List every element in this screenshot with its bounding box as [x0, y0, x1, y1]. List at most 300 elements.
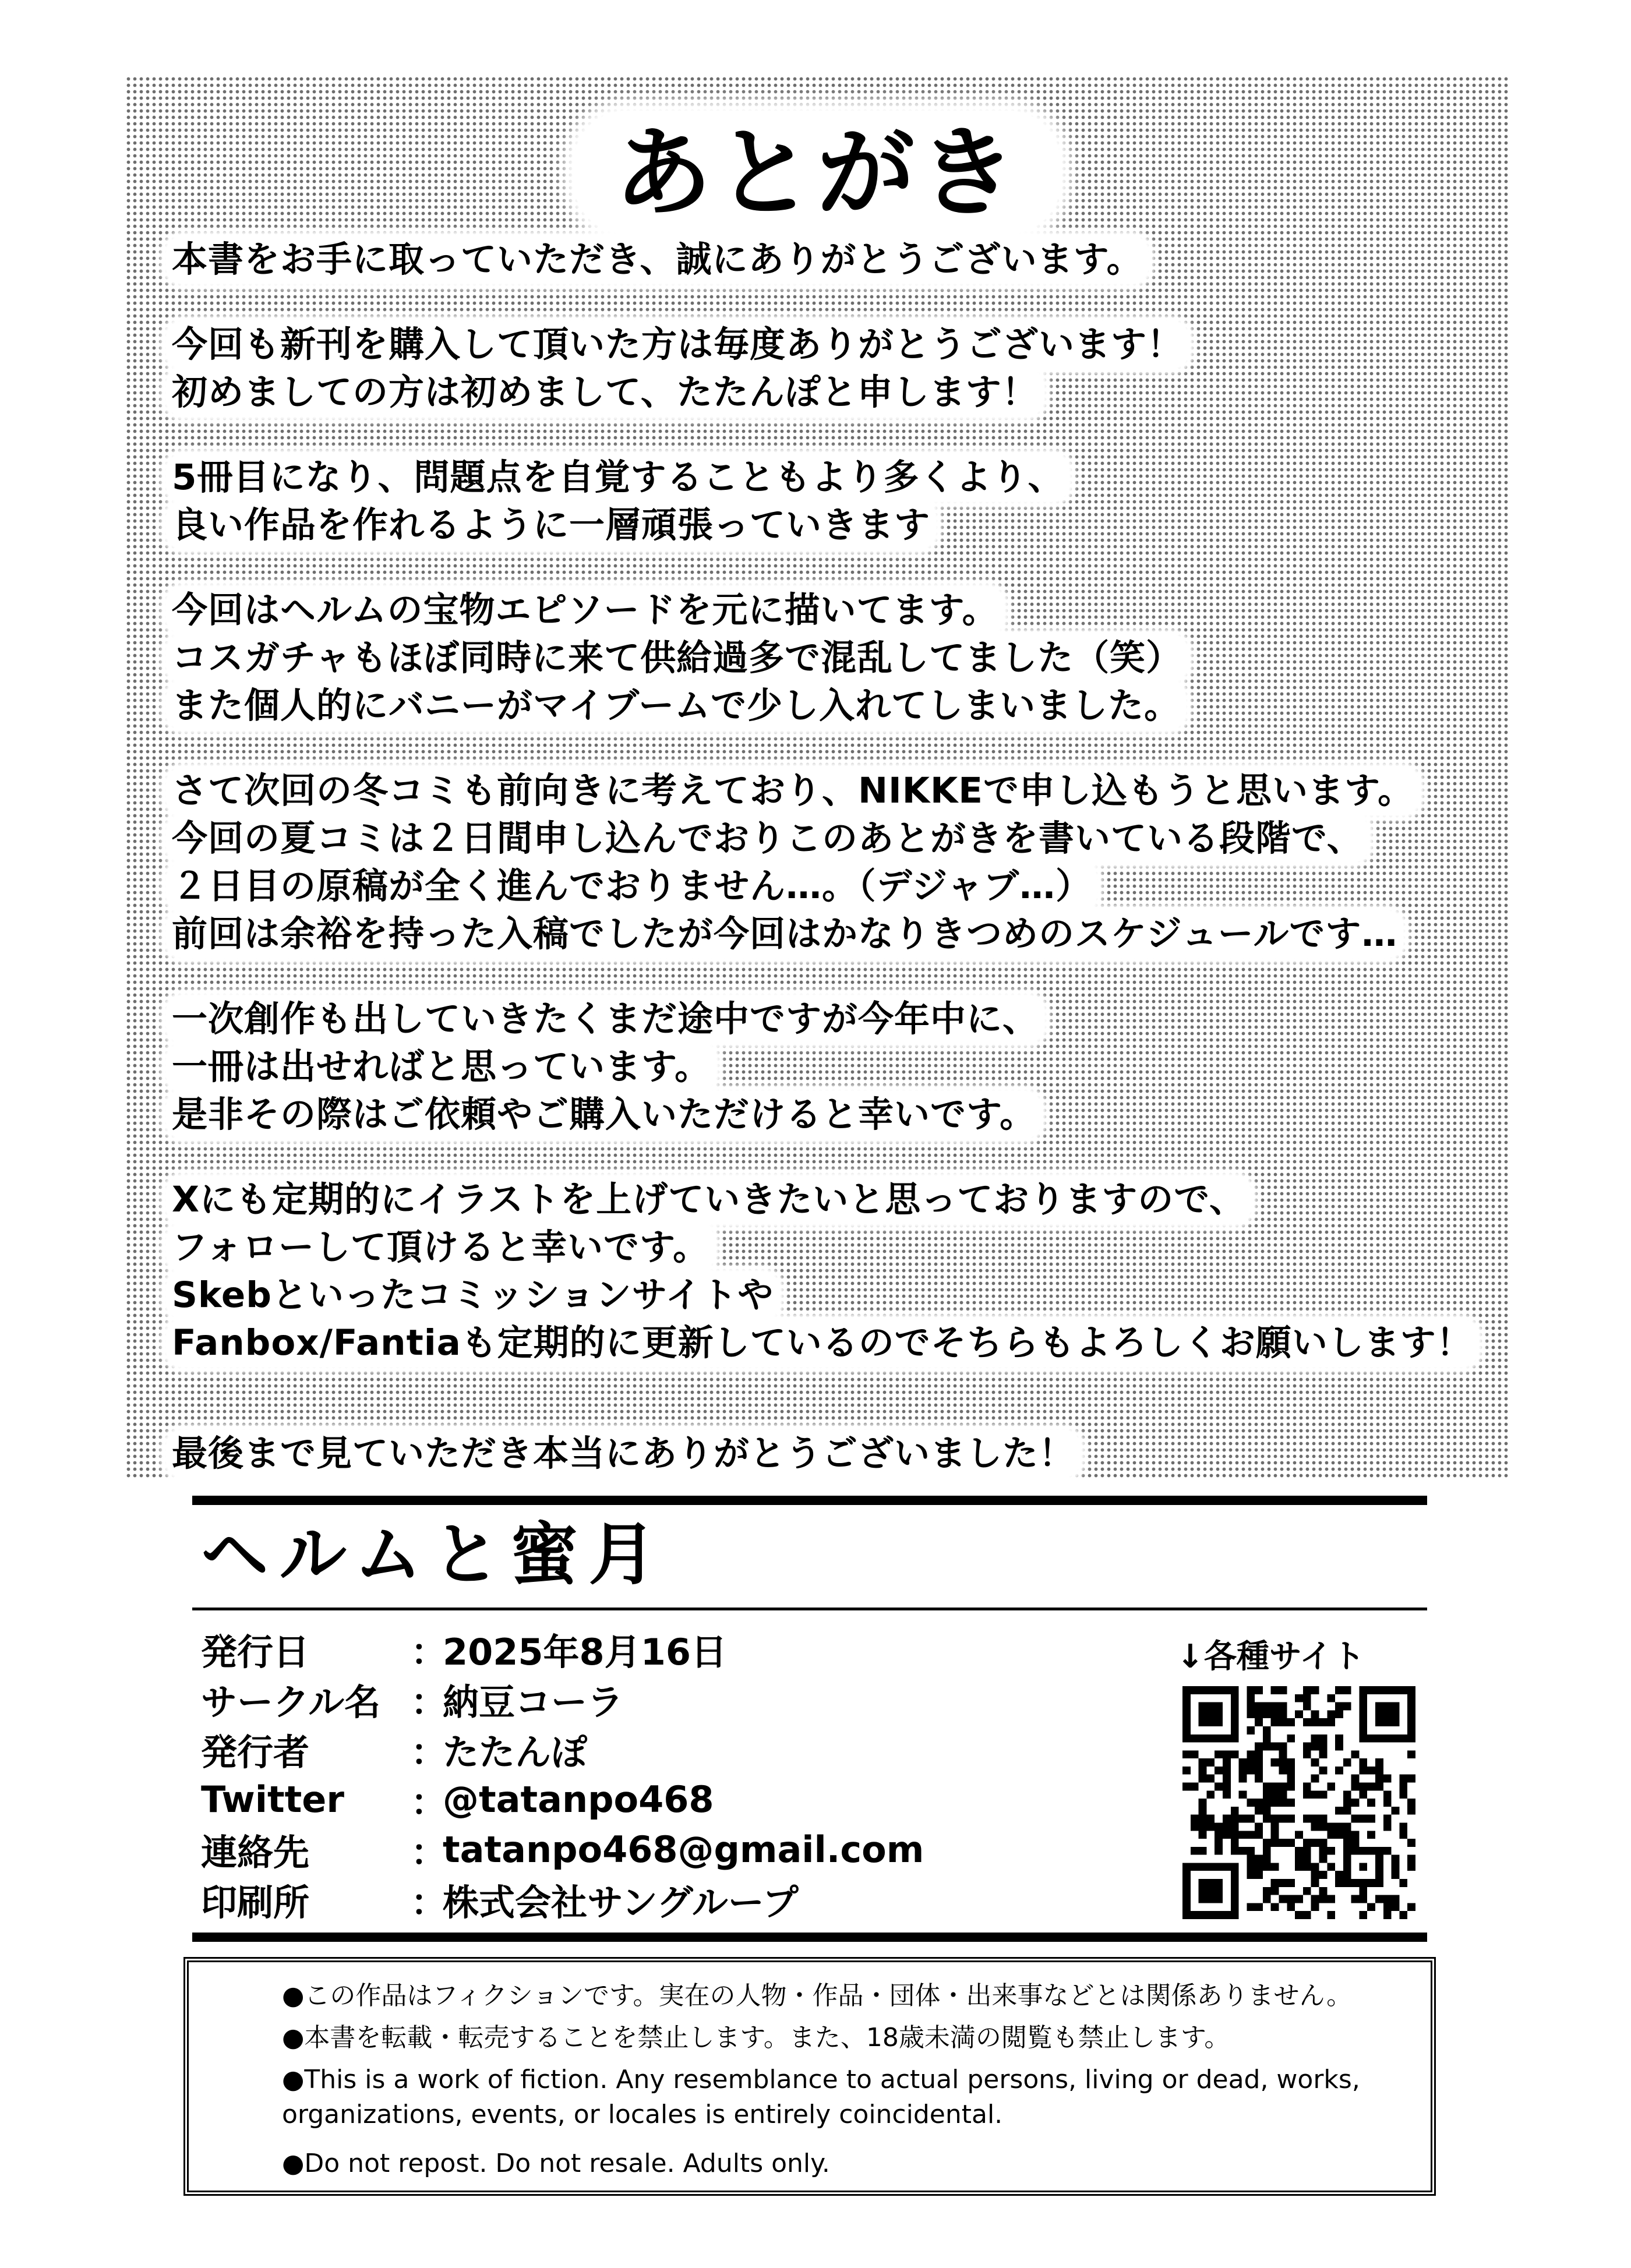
qr-module — [1231, 1750, 1239, 1758]
qr-module — [1263, 1863, 1271, 1871]
qr-module — [1367, 1815, 1375, 1823]
qr-module — [1199, 1863, 1207, 1871]
qr-module — [1311, 1790, 1319, 1799]
afterword-line: 5冊目になり、問題点を自覚することもより多くより、 — [166, 454, 1069, 501]
qr-module — [1191, 1686, 1199, 1694]
qr-module — [1303, 1718, 1311, 1726]
qr-module — [1215, 1847, 1223, 1855]
qr-module — [1255, 1758, 1263, 1767]
qr-module — [1239, 1790, 1247, 1799]
qr-module — [1182, 1783, 1191, 1791]
afterword-line: コスガチャもほぼ同時に来て供給過多で混乱してました（笑） — [166, 634, 1188, 682]
qr-module — [1215, 1895, 1223, 1903]
afterword-line: 前回は余裕を持った入稿でしたが今回はかなりきつめのスケジュールです… — [166, 910, 1403, 958]
qr-module — [1319, 1887, 1327, 1895]
qr-module — [1206, 1790, 1215, 1799]
qr-module — [1191, 1822, 1199, 1831]
qr-module — [1215, 1702, 1223, 1711]
qr-module — [1303, 1686, 1311, 1694]
qr-module — [1271, 1799, 1279, 1807]
qr-module — [1399, 1734, 1407, 1743]
qr-module — [1271, 1743, 1279, 1751]
qr-module — [1303, 1911, 1311, 1919]
qr-module — [1231, 1831, 1239, 1839]
qr-module — [1303, 1815, 1311, 1823]
qr-module — [1367, 1686, 1375, 1694]
qr-module — [1263, 1887, 1271, 1895]
qr-module — [1359, 1767, 1367, 1775]
qr-module — [1392, 1686, 1400, 1694]
qr-module — [1231, 1911, 1239, 1919]
colophon-separator: ： — [411, 1881, 447, 1924]
qr-module — [1295, 1847, 1303, 1855]
qr-module — [1271, 1863, 1279, 1871]
colophon-separator: ： — [411, 1831, 447, 1874]
qr-module — [1351, 1799, 1360, 1807]
qr-module — [1247, 1831, 1255, 1839]
qr-module — [1327, 1895, 1335, 1903]
qr-module — [1383, 1822, 1392, 1831]
qr-module — [1247, 1815, 1255, 1823]
qr-module — [1182, 1911, 1191, 1919]
qr-module — [1367, 1903, 1375, 1911]
notice-list — [282, 1979, 1407, 2188]
colophon-value: 株式会社サングループ — [443, 1881, 799, 1924]
qr-module — [1407, 1855, 1415, 1863]
qr-module — [1199, 1807, 1207, 1815]
qr-module — [1287, 1775, 1295, 1783]
qr-module — [1206, 1815, 1215, 1823]
qr-module — [1215, 1718, 1223, 1726]
qr-module — [1343, 1702, 1351, 1711]
qr-module — [1223, 1767, 1231, 1775]
qr-module — [1303, 1743, 1311, 1751]
qr-module — [1279, 1750, 1287, 1758]
qr-module — [1247, 1750, 1255, 1758]
qr-module — [1247, 1726, 1255, 1734]
notice-item: ●This is a work of fiction. Any resemblance to actual persons, living or dead, works, — [282, 2065, 1360, 2094]
qr-module — [1375, 1775, 1383, 1783]
qr-module — [1295, 1694, 1303, 1702]
top-thick-rule — [192, 1496, 1427, 1505]
afterword-paragraph — [166, 1176, 1497, 1367]
qr-module — [1271, 1702, 1279, 1711]
afterword-paragraph — [166, 767, 1497, 958]
qr-module — [1215, 1734, 1223, 1743]
qr-module — [1231, 1807, 1239, 1815]
qr-module — [1359, 1758, 1367, 1767]
qr-module — [1287, 1718, 1295, 1726]
twitter-handle: @tatanpo468 — [443, 1778, 714, 1821]
book-title: ヘルムと蜜月 — [201, 1515, 667, 1594]
qr-module — [1311, 1871, 1319, 1879]
qr-module — [1255, 1775, 1263, 1783]
qr-module — [1407, 1702, 1415, 1711]
qr-module — [1263, 1807, 1271, 1815]
qr-module — [1343, 1871, 1351, 1879]
qr-module — [1319, 1822, 1327, 1831]
qr-module — [1215, 1879, 1223, 1887]
qr-module — [1231, 1726, 1239, 1734]
afterword-line: 今回はヘルムの宝物エピソードを元に描いてます。 — [166, 587, 1004, 634]
qr-module — [1247, 1702, 1255, 1711]
colophon-label: 連絡先 — [201, 1831, 310, 1874]
qr-module — [1399, 1822, 1407, 1831]
qr-module — [1231, 1847, 1239, 1855]
qr-module — [1343, 1807, 1351, 1815]
qr-module — [1199, 1847, 1207, 1855]
qr-module — [1247, 1871, 1255, 1879]
qr-module — [1182, 1686, 1191, 1694]
notice-item: ●この作品はフィクションです。実在の人物・作品・団体・出来事などとは関係ありません。 — [282, 1981, 1353, 2011]
qr-module — [1215, 1767, 1223, 1775]
afterword-paragraph — [166, 587, 1497, 730]
colophon-value: たたんぽ — [443, 1730, 588, 1774]
qr-module — [1239, 1758, 1247, 1767]
qr-module — [1279, 1879, 1287, 1887]
qr-module — [1375, 1863, 1383, 1871]
qr-module — [1335, 1702, 1343, 1711]
bottom-thick-rule — [192, 1933, 1427, 1942]
qr-module — [1383, 1702, 1392, 1711]
qr-module — [1311, 1734, 1319, 1743]
qr-module — [1231, 1702, 1239, 1711]
afterword-paragraph — [166, 1430, 1497, 1478]
qr-module — [1255, 1767, 1263, 1775]
qr-module — [1206, 1895, 1215, 1903]
afterword-line: Fanbox/Fantiaも定期的に更新しているのでそちらもよろしくお願いします！ — [166, 1319, 1478, 1367]
qr-module — [1359, 1887, 1367, 1895]
qr-module — [1311, 1718, 1319, 1726]
afterword-paragraph — [166, 995, 1497, 1139]
qr-module — [1279, 1686, 1287, 1694]
qr-module — [1279, 1758, 1287, 1767]
qr-module — [1287, 1758, 1295, 1767]
qr-module — [1215, 1750, 1223, 1758]
qr-module — [1311, 1775, 1319, 1783]
qr-module — [1223, 1750, 1231, 1758]
qr-module — [1223, 1758, 1231, 1767]
afterword-line: 一冊は出せればと思っています。 — [166, 1043, 716, 1091]
qr-module — [1295, 1863, 1303, 1871]
qr-module — [1191, 1750, 1199, 1758]
qr-module — [1311, 1879, 1319, 1887]
qr-module — [1255, 1831, 1263, 1839]
qr-module — [1199, 1710, 1207, 1718]
qr-module — [1279, 1743, 1287, 1751]
qr-module — [1343, 1863, 1351, 1871]
qr-code[interactable] — [1182, 1686, 1415, 1919]
qr-module — [1255, 1718, 1263, 1726]
qr-module — [1319, 1743, 1327, 1751]
qr-module — [1255, 1863, 1263, 1871]
qr-module — [1303, 1839, 1311, 1847]
qr-module — [1335, 1710, 1343, 1718]
qr-module — [1319, 1855, 1327, 1863]
qr-module — [1375, 1718, 1383, 1726]
qr-module — [1279, 1895, 1287, 1903]
qr-module — [1263, 1702, 1271, 1711]
qr-module — [1279, 1718, 1287, 1726]
qr-module — [1335, 1822, 1343, 1831]
afterword-line: 一次創作も出していきたくまだ途中ですが今年中に、 — [166, 995, 1044, 1043]
afterword-line: さて次回の冬コミも前向きに考えており、NIKKEで申し込もうと思います。 — [166, 767, 1420, 815]
qr-module — [1199, 1702, 1207, 1711]
qr-module — [1182, 1750, 1191, 1758]
qr-module — [1255, 1750, 1263, 1758]
qr-module — [1263, 1710, 1271, 1718]
qr-module — [1407, 1710, 1415, 1718]
qr-module — [1271, 1839, 1279, 1847]
qr-module — [1303, 1750, 1311, 1758]
colophon-table — [201, 1624, 924, 1924]
qr-module — [1392, 1734, 1400, 1743]
qr-module — [1383, 1686, 1392, 1694]
colophon-row-circle — [201, 1674, 924, 1724]
qr-module — [1199, 1799, 1207, 1807]
qr-module — [1319, 1790, 1327, 1799]
qr-module — [1247, 1799, 1255, 1807]
qr-module — [1279, 1839, 1287, 1847]
colophon-separator: ： — [411, 1781, 447, 1824]
qr-module — [1375, 1855, 1383, 1863]
qr-module — [1199, 1734, 1207, 1743]
qr-module — [1255, 1743, 1263, 1751]
notice-item: ●Do not repost. Do not resale. Adults only. — [282, 2149, 830, 2178]
qr-module — [1407, 1686, 1415, 1694]
qr-module — [1295, 1710, 1303, 1718]
qr-module — [1343, 1686, 1351, 1694]
qr-module — [1231, 1887, 1239, 1895]
qr-module — [1279, 1790, 1287, 1799]
qr-module — [1303, 1855, 1311, 1863]
qr-module — [1287, 1879, 1295, 1887]
qr-module — [1295, 1831, 1303, 1839]
afterword-line: 今回も新刊を購入して頂いた方は毎度ありがとうございます！ — [166, 321, 1189, 369]
qr-module — [1206, 1686, 1215, 1694]
qr-module — [1351, 1783, 1360, 1791]
qr-module — [1351, 1847, 1360, 1855]
qr-module — [1206, 1734, 1215, 1743]
qr-module — [1375, 1895, 1383, 1903]
qr-module — [1255, 1807, 1263, 1815]
qr-module — [1182, 1863, 1191, 1871]
qr-module — [1215, 1822, 1223, 1831]
qr-module — [1247, 1710, 1255, 1718]
qr-module — [1311, 1686, 1319, 1694]
afterword-line: 是非その際はご依頼やご購入いただけると幸いです。 — [166, 1091, 1042, 1139]
qr-module — [1399, 1790, 1407, 1799]
qr-module — [1367, 1799, 1375, 1807]
qr-module — [1231, 1879, 1239, 1887]
qr-module — [1335, 1686, 1343, 1694]
qr-module — [1271, 1790, 1279, 1799]
colophon-value: 2025年8月16日 — [443, 1630, 727, 1673]
qr-module — [1399, 1775, 1407, 1783]
qr-module — [1383, 1847, 1392, 1855]
qr-module — [1392, 1855, 1400, 1863]
qr-module — [1255, 1799, 1263, 1807]
qr-module — [1287, 1895, 1295, 1903]
qr-module — [1206, 1911, 1215, 1919]
qr-module — [1351, 1839, 1360, 1847]
colophon-label: 発行者 — [201, 1730, 310, 1774]
qr-module — [1383, 1734, 1392, 1743]
qr-module — [1279, 1710, 1287, 1718]
qr-module — [1359, 1710, 1367, 1718]
qr-module — [1271, 1710, 1279, 1718]
qr-module — [1247, 1855, 1255, 1863]
qr-module — [1383, 1790, 1392, 1799]
qr-module — [1407, 1807, 1415, 1815]
qr-module — [1287, 1783, 1295, 1791]
qr-module — [1383, 1815, 1392, 1823]
qr-module — [1263, 1895, 1271, 1903]
qr-module — [1271, 1686, 1279, 1694]
qr-module — [1303, 1863, 1311, 1871]
qr-module — [1215, 1710, 1223, 1718]
qr-module — [1191, 1734, 1199, 1743]
qr-module — [1327, 1718, 1335, 1726]
qr-module — [1392, 1871, 1400, 1879]
qr-module — [1359, 1790, 1367, 1799]
notice-item: ●本書を転載・転売することを禁止します。また、18歳未満の閲覧も禁止します。 — [282, 2023, 1230, 2052]
qr-module — [1335, 1879, 1343, 1887]
qr-module — [1255, 1871, 1263, 1879]
qr-module — [1271, 1831, 1279, 1839]
qr-module — [1199, 1887, 1207, 1895]
qr-module — [1191, 1847, 1199, 1855]
qr-module — [1231, 1734, 1239, 1743]
qr-module — [1383, 1895, 1392, 1903]
qr-module — [1399, 1879, 1407, 1887]
qr-module — [1351, 1815, 1360, 1823]
qr-module — [1247, 1863, 1255, 1871]
qr-module — [1359, 1726, 1367, 1734]
colophon-value: 納豆コーラ — [443, 1680, 624, 1723]
afterword-line: フォローして頂けると幸いです。 — [166, 1224, 715, 1271]
qr-module — [1295, 1911, 1303, 1919]
qr-module — [1359, 1734, 1367, 1743]
qr-module — [1367, 1879, 1375, 1887]
qr-module — [1263, 1799, 1271, 1807]
qr-module — [1383, 1799, 1392, 1807]
afterword-line: ２日目の原稿が全く進んでおりません…。（デジャブ…） — [166, 863, 1097, 910]
afterword-paragraph — [166, 321, 1497, 416]
qr-module — [1263, 1783, 1271, 1791]
qr-module — [1367, 1847, 1375, 1855]
qr-module — [1271, 1783, 1279, 1791]
qr-module — [1206, 1758, 1215, 1767]
qr-module — [1392, 1903, 1400, 1911]
qr-module — [1182, 1767, 1191, 1775]
qr-module — [1255, 1686, 1263, 1694]
qr-module — [1335, 1767, 1343, 1775]
qr-module — [1407, 1839, 1415, 1847]
qr-module — [1182, 1887, 1191, 1895]
qr-module — [1383, 1911, 1392, 1919]
qr-module — [1231, 1839, 1239, 1847]
qr-module — [1319, 1750, 1327, 1758]
qr-module — [1223, 1775, 1231, 1783]
qr-module — [1199, 1775, 1207, 1783]
qr-module — [1311, 1903, 1319, 1911]
qr-module — [1231, 1822, 1239, 1831]
afterword-line: Xにも定期的にイラストを上げていきたいと思っておりますので、 — [166, 1176, 1251, 1224]
colophon-separator: ： — [411, 1630, 447, 1673]
qr-module — [1359, 1815, 1367, 1823]
colophon-label: 発行日 — [201, 1630, 310, 1673]
qr-module — [1215, 1783, 1223, 1791]
qr-module — [1247, 1694, 1255, 1702]
qr-module — [1335, 1743, 1343, 1751]
qr-module — [1247, 1767, 1255, 1775]
qr-module — [1206, 1718, 1215, 1726]
qr-module — [1263, 1847, 1271, 1855]
qr-module — [1255, 1822, 1263, 1831]
qr-module — [1303, 1847, 1311, 1855]
qr-module — [1375, 1758, 1383, 1767]
contact-email: tatanpo468@gmail.com — [443, 1828, 924, 1871]
qr-module — [1206, 1822, 1215, 1831]
qr-module — [1375, 1847, 1383, 1855]
qr-module — [1287, 1839, 1295, 1847]
qr-module — [1375, 1783, 1383, 1791]
qr-module — [1182, 1879, 1191, 1887]
colophon-row-twitter — [201, 1774, 924, 1824]
qr-module — [1407, 1775, 1415, 1783]
qr-module — [1319, 1871, 1327, 1879]
qr-module — [1399, 1831, 1407, 1839]
qr-module — [1199, 1718, 1207, 1726]
qr-module — [1182, 1903, 1191, 1911]
qr-module — [1351, 1895, 1360, 1903]
qr-module — [1407, 1750, 1415, 1758]
qr-module — [1399, 1911, 1407, 1919]
qr-module — [1223, 1783, 1231, 1791]
colophon-label: Twitter — [201, 1778, 344, 1821]
qr-module — [1327, 1822, 1335, 1831]
qr-module — [1407, 1734, 1415, 1743]
qr-module — [1199, 1831, 1207, 1839]
qr-module — [1206, 1710, 1215, 1718]
afterword-panel — [125, 76, 1509, 1479]
qr-module — [1231, 1871, 1239, 1879]
qr-module — [1343, 1855, 1351, 1863]
qr-module — [1239, 1775, 1247, 1783]
colophon-label: 印刷所 — [201, 1881, 310, 1924]
qr-module — [1215, 1839, 1223, 1847]
qr-module — [1343, 1758, 1351, 1767]
qr-module — [1319, 1895, 1327, 1903]
qr-module — [1287, 1799, 1295, 1807]
afterword-title: あとがき — [574, 111, 1061, 234]
qr-module — [1223, 1863, 1231, 1871]
afterword-body — [166, 236, 1497, 1515]
qr-module — [1231, 1686, 1239, 1694]
qr-module — [1206, 1887, 1215, 1895]
qr-module — [1263, 1790, 1271, 1799]
qr-module — [1407, 1726, 1415, 1734]
colophon-row-contact — [201, 1824, 924, 1874]
qr-module — [1287, 1767, 1295, 1775]
qr-module — [1399, 1686, 1407, 1694]
colophon-label: サークル名 — [201, 1680, 381, 1723]
qr-module — [1231, 1863, 1239, 1871]
qr-module — [1303, 1887, 1311, 1895]
qr-module — [1343, 1839, 1351, 1847]
qr-module — [1367, 1783, 1375, 1791]
